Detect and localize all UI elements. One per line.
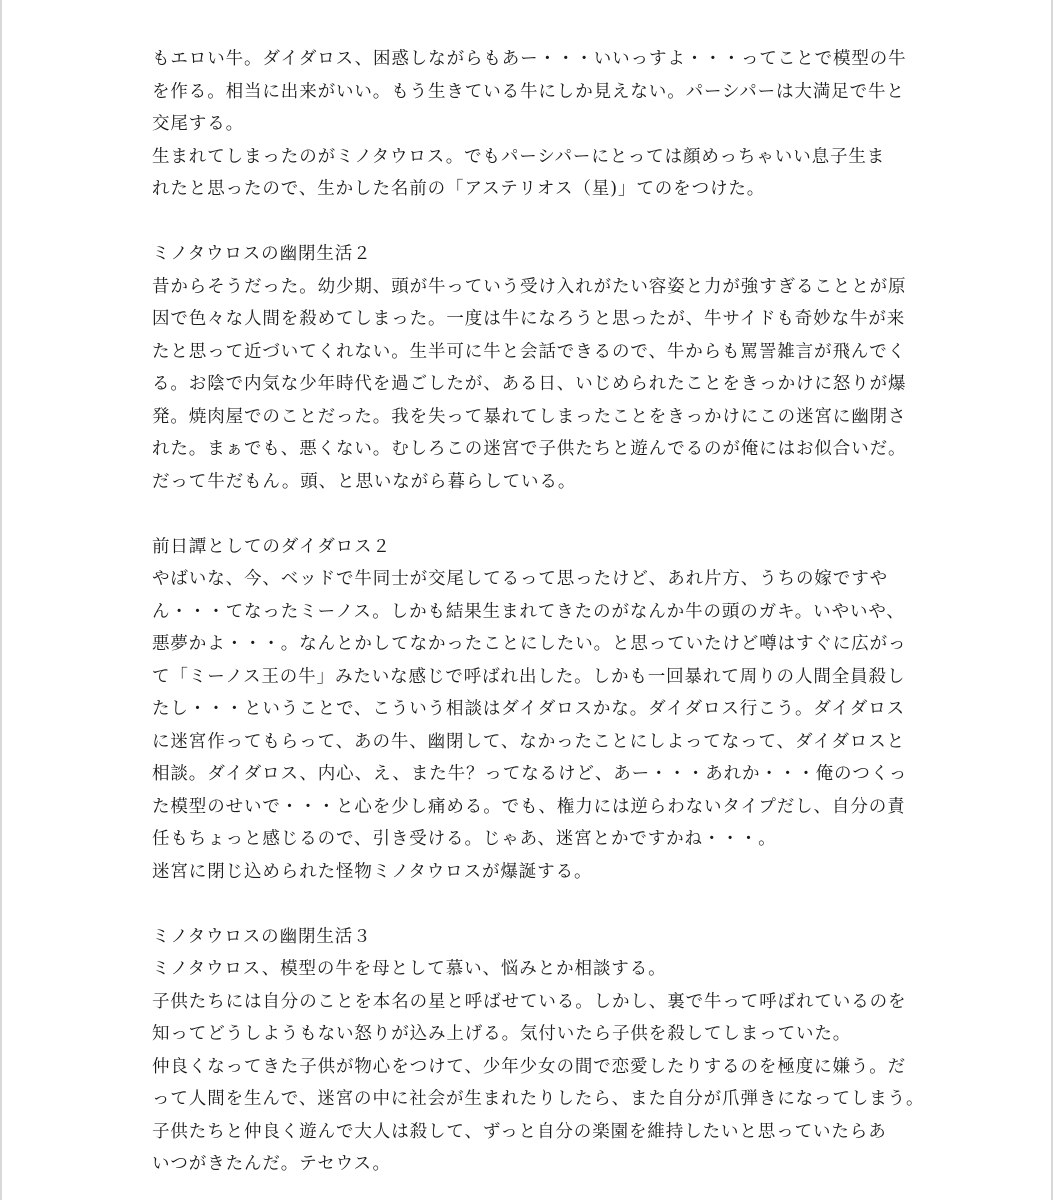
paragraph-line: 因で色々な人間を殺めてしまった。一度は牛になろうと思ったが、牛サイドも奇妙な牛が来 [152,309,906,329]
section-daedalus-prequel-2 [152,531,932,889]
paragraph-line: た模型のせいで・・・と心を少し痛める。でも、権力には逆らわないタイプだし、自分の責 [152,796,906,817]
paragraph-line: 交尾する。 [152,114,244,134]
blank-line [152,206,932,239]
paragraph-line: 迷宮に閉じ込められた怪物ミノタウロスが爆誕する。 [152,861,593,882]
paragraph-line: もエロい牛。ダイダロス、困惑しながらもあー・・・いいっすよ・・・ってことで模型の牛 [152,49,907,69]
paragraph-line: 知ってどうしようもない怒りが込み上げる。気付いたら子供を殺してしまっていた。 [152,1024,852,1044]
paragraph-line: 悪夢かよ・・・。なんとかしてなかったことにしたい。と思っていたけど噂はすぐに広がっ [152,634,907,654]
section-heading: ミノタウロスの幽閉生活３ [152,926,372,947]
section-minotaur-confinement-3 [152,921,932,1181]
paragraph-line: 子供たちと仲良く遊んで大人は殺して、ずっと自分の楽園を維持したいと思っていたらあ [152,1121,887,1142]
paragraph-line: 生まれてしまったのがミノタウロス。でもパーシパーにとっては顔めっちゃいい息子生ま [152,146,886,167]
section-intro [152,43,932,206]
paragraph-line: ミノタウロス、模型の牛を母として慕い、悩みとか相談する。 [152,959,667,979]
paragraph-line: 相談。ダイダロス、内心、え、また牛？ってなるけど、あー・・・あれか・・・俺のつくっ [152,764,908,784]
paragraph-line: やばいな、今、ベッドで牛同士が交尾してるって思ったけど、あれ片方、うちの嫁ですや [152,569,888,589]
section-minotaur-confinement-2 [152,238,932,498]
paragraph-line: 発。焼肉屋でのことだった。我を失って暴れてしまったことをきっかけにこの迷宮に幽閉さ [152,406,907,427]
section-heading: ミノタウロスの幽閉生活２ [152,244,372,264]
section-heading: 前日譚としてのダイダロス２ [152,536,391,557]
page-edge-left [0,0,2,1200]
paragraph-line: れた。まぁでも、悪くない。むしろこの迷宮で子供たちと遊んでるのが俺にはお似合いだ。 [152,439,907,459]
paragraph-line: 昔からそうだった。幼少期、頭が牛っていう受け入れがたい容姿と力が強すぎることとが原 [152,276,907,297]
blank-line [152,888,932,921]
paragraph-line: いつがきたんだ。テセウス。 [152,1154,391,1174]
paragraph-line: ん・・・てなったミーノス。しかも結果生まれてきたのがなんか牛の頭のガキ。いやいや、 [152,601,905,622]
paragraph-line: を作る。相当に出来がいい。もう生きている牛にしか見えない。パーシパーは大満足で牛と [152,81,905,102]
paragraph-line: て「ミーノス王の牛」みたいな感じで呼ばれ出した。しかも一回暴れて周りの人間全員殺し [152,666,906,687]
paragraph-line: に迷宮作ってもらって、あの牛、幽閉して、なかったことにしよってなって、ダイダロスと [152,731,905,752]
paragraph-line: 仲良くなってきた子供が物心をつけて、少年少女の間で恋愛したりするのを極度に嫌う。だ [152,1056,907,1077]
paragraph-line: る。お陰で内気な少年時代を過ごしたが、ある日、いじめられたことをきっかけに怒りが爆 [152,374,907,394]
paragraph-line: 子供たちには自分のことを本名の星と呼ばせている。しかし、裏で牛って呼ばれているのを [152,991,907,1012]
paragraph-line: たし・・・ということで、こういう相談はダイダロスかな。ダイダロス行こう。ダイダロス [152,699,905,719]
paragraph-line: だって牛だもん。頭、と思いながら暮らしている。 [152,471,577,492]
paragraph-line: 任もちょっと感じるので、引き受ける。じゃあ、迷宮とかですかね・・・。 [152,829,777,849]
paragraph-line: って人間を生んで、迷宮の中に社会が生まれたりしたら、また自分が爪弾きになってしまう。 [152,1089,925,1109]
paragraph-line: れたと思ったので、生かした名前の「アステリオス（星)」てのをつけた。 [152,179,766,199]
blank-line [152,498,932,531]
paragraph-line: たと思って近づいてくれない。生半可に牛と会話できるので、牛からも罵詈雑言が飛んでく [152,341,907,362]
document-body [152,43,932,1181]
